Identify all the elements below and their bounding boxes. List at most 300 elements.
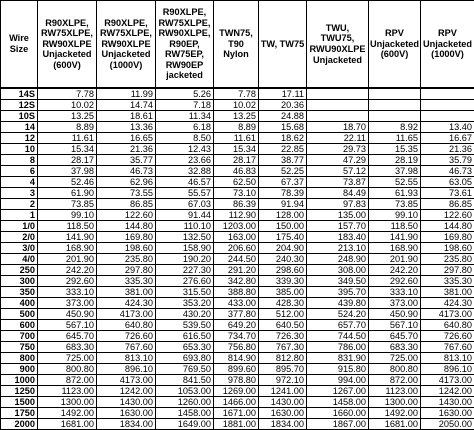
table-row [1, 122, 474, 133]
value-cell: 240.30 [259, 254, 307, 265]
value-cell: 1630.00 [97, 408, 156, 419]
value-cell [307, 100, 369, 111]
value-cell: 190.20 [156, 254, 214, 265]
value-cell: 693.80 [156, 353, 214, 364]
value-cell: 91.44 [156, 210, 214, 221]
table-row [1, 353, 474, 364]
value-cell: 110.10 [156, 221, 214, 232]
header-tw-tw75: TW, TW75 [259, 1, 307, 89]
value-cell: 1430.00 [421, 397, 474, 408]
table-row [1, 298, 474, 309]
value-cell: 157.70 [307, 221, 369, 232]
wire-size-cell: 250 [1, 265, 38, 276]
table-row [1, 408, 474, 419]
value-cell: 373.00 [369, 298, 421, 309]
value-cell: 653.30 [156, 342, 214, 353]
value-cell: 744.50 [307, 331, 369, 342]
table-row [1, 364, 474, 375]
table-row [1, 155, 474, 166]
value-cell: 28.17 [38, 155, 97, 166]
value-cell: 640.80 [421, 320, 474, 331]
value-cell: 373.00 [38, 298, 97, 309]
value-cell [421, 100, 474, 111]
value-cell: 91.94 [259, 199, 307, 210]
value-cell: 831.90 [307, 353, 369, 364]
table-row [1, 221, 474, 232]
value-cell: 335.30 [97, 276, 156, 287]
value-cell: 333.10 [369, 287, 421, 298]
value-cell: 29.73 [307, 144, 369, 155]
value-cell: 118.50 [38, 221, 97, 232]
header-rpv-1000v: RPV Unjacketed (1000V) [421, 1, 474, 89]
value-cell: 46.83 [214, 166, 259, 177]
value-cell: 439.80 [307, 298, 369, 309]
value-cell: 298.60 [259, 265, 307, 276]
value-cell: 342.80 [214, 276, 259, 287]
value-cell: 567.10 [369, 320, 421, 331]
value-cell: 168.90 [369, 243, 421, 254]
value-cell: 276.60 [156, 276, 214, 287]
table-row [1, 88, 474, 100]
value-cell: 872.00 [369, 375, 421, 386]
value-cell: 872.00 [38, 375, 97, 386]
value-cell: 73.61 [421, 188, 474, 199]
table-row [1, 188, 474, 199]
value-cell: 46.57 [156, 177, 214, 188]
value-cell: 333.10 [38, 287, 97, 298]
value-cell: 450.90 [38, 309, 97, 320]
value-cell: 12.43 [156, 144, 214, 155]
value-cell: 97.83 [307, 199, 369, 210]
value-cell: 206.60 [214, 243, 259, 254]
value-cell: 163.00 [214, 232, 259, 243]
value-cell: 13.25 [38, 111, 97, 122]
value-cell: 812.80 [259, 353, 307, 364]
wire-size-cell: 3 [1, 188, 38, 199]
value-cell: 769.50 [156, 364, 214, 375]
value-cell: 73.87 [307, 177, 369, 188]
value-cell: 32.88 [156, 166, 214, 177]
value-cell: 52.55 [369, 177, 421, 188]
wire-size-cell: 14 [1, 122, 38, 133]
value-cell: 73.85 [369, 199, 421, 210]
value-cell: 767.60 [97, 342, 156, 353]
wire-size-cell: 750 [1, 342, 38, 353]
value-cell: 1260.00 [156, 397, 214, 408]
value-cell: 800.80 [38, 364, 97, 375]
value-cell: 813.10 [97, 353, 156, 364]
wire-size-cell: 400 [1, 298, 38, 309]
value-cell: 198.60 [421, 243, 474, 254]
table-row [1, 276, 474, 287]
value-cell: 1300.00 [369, 397, 421, 408]
value-cell: 132.50 [156, 232, 214, 243]
table-row [1, 309, 474, 320]
value-cell: 1267.00 [307, 386, 369, 397]
value-cell: 4173.00 [97, 309, 156, 320]
value-cell [421, 111, 474, 122]
value-cell: 683.30 [38, 342, 97, 353]
value-cell: 52.46 [38, 177, 97, 188]
table-row [1, 100, 474, 111]
value-cell: 15.35 [369, 144, 421, 155]
value-cell: 297.80 [421, 265, 474, 276]
value-cell: 349.50 [307, 276, 369, 287]
value-cell: 52.25 [259, 166, 307, 177]
value-cell: 1630.00 [259, 408, 307, 419]
value-cell: 198.60 [97, 243, 156, 254]
value-cell: 7.78 [38, 88, 97, 100]
header-wire-size: Wire Size [1, 1, 38, 89]
value-cell: 841.50 [156, 375, 214, 386]
value-cell: 2050.00 [421, 419, 474, 430]
wire-size-cell: 600 [1, 320, 38, 331]
value-cell: 28.19 [369, 155, 421, 166]
value-cell: 141.90 [38, 232, 97, 243]
value-cell: 46.73 [421, 166, 474, 177]
value-cell: 11.61 [38, 133, 97, 144]
wire-size-cell: 1 [1, 210, 38, 221]
value-cell: 814.90 [214, 353, 259, 364]
wire-size-cell: 300 [1, 276, 38, 287]
value-cell: 1203.00 [214, 221, 259, 232]
value-cell: 63.05 [421, 177, 474, 188]
wire-size-cell: 6 [1, 166, 38, 177]
wire-size-cell: 8 [1, 155, 38, 166]
value-cell: 6.18 [156, 122, 214, 133]
table-row [1, 342, 474, 353]
value-cell: 7.78 [214, 88, 259, 100]
value-cell: 35.79 [421, 155, 474, 166]
value-cell: 86.39 [214, 199, 259, 210]
value-cell: 35.77 [97, 155, 156, 166]
wire-size-cell: 2/0 [1, 232, 38, 243]
value-cell: 169.80 [421, 232, 474, 243]
value-cell: 1242.00 [421, 386, 474, 397]
value-cell: 896.10 [97, 364, 156, 375]
value-cell: 381.00 [97, 287, 156, 298]
value-cell: 786.00 [307, 342, 369, 353]
value-cell: 15.68 [259, 122, 307, 133]
value-cell: 1300.00 [38, 397, 97, 408]
value-cell: 972.10 [259, 375, 307, 386]
table-body [1, 88, 474, 430]
value-cell: 388.80 [214, 287, 259, 298]
value-cell: 8.50 [156, 133, 214, 144]
table-row [1, 397, 474, 408]
table-row [1, 254, 474, 265]
value-cell: 297.80 [97, 265, 156, 276]
value-cell: 16.67 [421, 133, 474, 144]
value-cell: 524.20 [307, 309, 369, 320]
value-cell: 46.73 [97, 166, 156, 177]
value-cell: 21.36 [421, 144, 474, 155]
value-cell: 335.30 [421, 276, 474, 287]
value-cell: 11.61 [214, 133, 259, 144]
value-cell: 22.85 [259, 144, 307, 155]
value-cell: 1834.00 [259, 419, 307, 430]
header-twn75-t90-nylon: TWN75, T90 Nylon [214, 1, 259, 89]
wire-size-cell: 1750 [1, 408, 38, 419]
value-cell: 13.25 [214, 111, 259, 122]
value-cell: 725.00 [38, 353, 97, 364]
value-cell: 7.18 [156, 100, 214, 111]
value-cell: 128.00 [259, 210, 307, 221]
value-cell: 726.60 [421, 331, 474, 342]
value-cell: 122.60 [97, 210, 156, 221]
value-cell: 726.30 [259, 331, 307, 342]
table-row [1, 232, 474, 243]
value-cell: 11.65 [369, 133, 421, 144]
value-cell: 767.60 [421, 342, 474, 353]
table-row [1, 144, 474, 155]
header-xlpe-ep-jacketed: R90XLPE, RW75XLPE, RW90XLPE, R90EP, RW75EP, RW90EP jacketed [156, 1, 214, 89]
value-cell: 1681.00 [369, 419, 421, 430]
value-cell: 244.50 [214, 254, 259, 265]
value-cell: 73.85 [38, 199, 97, 210]
wire-size-cell: 2000 [1, 419, 38, 430]
value-cell: 512.00 [259, 309, 307, 320]
value-cell: 175.40 [259, 232, 307, 243]
value-cell: 657.70 [307, 320, 369, 331]
value-cell: 62.50 [214, 177, 259, 188]
value-cell: 5.26 [156, 88, 214, 100]
value-cell: 1430.00 [97, 397, 156, 408]
value-cell: 13.40 [421, 122, 474, 133]
table-row [1, 375, 474, 386]
value-cell [421, 88, 474, 100]
table-row [1, 386, 474, 397]
value-cell: 11.34 [156, 111, 214, 122]
value-cell: 14.74 [97, 100, 156, 111]
value-cell: 1867.00 [307, 419, 369, 430]
wire-size-cell: 1500 [1, 397, 38, 408]
value-cell: 73.10 [214, 188, 259, 199]
value-cell: 994.00 [307, 375, 369, 386]
value-cell: 21.36 [97, 144, 156, 155]
value-cell [369, 111, 421, 122]
wire-size-cell: 4/0 [1, 254, 38, 265]
value-cell: 1630.00 [421, 408, 474, 419]
value-cell [369, 100, 421, 111]
value-cell: 204.90 [259, 243, 307, 254]
value-cell: 61.90 [38, 188, 97, 199]
value-cell: 430.20 [156, 309, 214, 320]
table-row [1, 287, 474, 298]
value-cell: 292.60 [38, 276, 97, 287]
value-cell: 1671.00 [214, 408, 259, 419]
wire-size-cell: 14S [1, 88, 38, 100]
value-cell: 62.96 [97, 177, 156, 188]
value-cell: 4173.00 [421, 375, 474, 386]
value-cell: 99.10 [38, 210, 97, 221]
value-cell: 450.90 [369, 309, 421, 320]
value-cell: 1681.00 [38, 419, 97, 430]
value-cell: 4173.00 [421, 309, 474, 320]
value-cell: 1492.00 [369, 408, 421, 419]
value-cell: 424.30 [97, 298, 156, 309]
value-cell [307, 88, 369, 100]
value-cell: 385.00 [259, 287, 307, 298]
value-cell: 640.80 [97, 320, 156, 331]
value-cell: 1881.00 [214, 419, 259, 430]
table-row [1, 199, 474, 210]
value-cell: 4173.00 [97, 375, 156, 386]
value-cell: 67.37 [259, 177, 307, 188]
header-twu-rwu90xlpe: TWU, TWU75, RWU90XLPE Unjacketed [307, 1, 369, 89]
value-cell: 895.70 [259, 364, 307, 375]
value-cell: 353.20 [156, 298, 214, 309]
value-cell: 433.00 [214, 298, 259, 309]
value-cell: 291.20 [214, 265, 259, 276]
value-cell: 15.34 [214, 144, 259, 155]
value-cell: 84.49 [307, 188, 369, 199]
value-cell: 141.90 [369, 232, 421, 243]
value-cell: 756.80 [214, 342, 259, 353]
table-row [1, 243, 474, 254]
value-cell: 37.98 [369, 166, 421, 177]
header-xlpe-unjacketed-1000v: R90XLPE, RW75XLPE, RW90XLPE Unjacketed (1000V) [97, 1, 156, 89]
value-cell: 86.85 [421, 199, 474, 210]
value-cell: 1430.00 [259, 397, 307, 408]
value-cell: 16.65 [97, 133, 156, 144]
value-cell: 339.30 [259, 276, 307, 287]
wire-size-cell: 350 [1, 287, 38, 298]
value-cell: 11.99 [97, 88, 156, 100]
value-cell: 645.70 [38, 331, 97, 342]
value-cell: 8.92 [369, 122, 421, 133]
value-cell: 767.30 [259, 342, 307, 353]
value-cell: 915.80 [307, 364, 369, 375]
value-cell: 649.20 [214, 320, 259, 331]
value-cell: 37.98 [38, 166, 97, 177]
value-cell: 539.50 [156, 320, 214, 331]
value-cell: 8.89 [214, 122, 259, 133]
value-cell: 235.80 [97, 254, 156, 265]
value-cell: 1241.00 [259, 386, 307, 397]
value-cell: 28.17 [214, 155, 259, 166]
value-cell: 683.30 [369, 342, 421, 353]
value-cell: 213.10 [307, 243, 369, 254]
value-cell: 377.80 [214, 309, 259, 320]
table-row [1, 320, 474, 331]
value-cell: 813.10 [421, 353, 474, 364]
value-cell: 201.90 [38, 254, 97, 265]
value-cell: 308.00 [307, 265, 369, 276]
value-cell: 10.02 [214, 100, 259, 111]
value-cell: 158.90 [156, 243, 214, 254]
value-cell: 1649.00 [156, 419, 214, 430]
value-cell: 38.77 [259, 155, 307, 166]
value-cell: 17.11 [259, 88, 307, 100]
table-row [1, 133, 474, 144]
value-cell: 725.00 [369, 353, 421, 364]
table-row [1, 331, 474, 342]
value-cell: 55.57 [156, 188, 214, 199]
value-cell: 18.61 [97, 111, 156, 122]
wire-size-cell: 4 [1, 177, 38, 188]
table-row [1, 265, 474, 276]
value-cell: 168.90 [38, 243, 97, 254]
value-cell: 18.62 [259, 133, 307, 144]
value-cell: 23.66 [156, 155, 214, 166]
value-cell: 1660.00 [307, 408, 369, 419]
value-cell: 15.34 [38, 144, 97, 155]
value-cell: 73.55 [97, 188, 156, 199]
value-cell: 10.02 [38, 100, 97, 111]
value-cell: 24.88 [259, 111, 307, 122]
value-cell: 800.80 [369, 364, 421, 375]
value-cell: 201.90 [369, 254, 421, 265]
value-cell [369, 88, 421, 100]
wire-size-cell: 12 [1, 133, 38, 144]
value-cell: 395.70 [307, 287, 369, 298]
wire-size-cell: 2 [1, 199, 38, 210]
value-cell: 86.85 [97, 199, 156, 210]
value-cell: 734.70 [214, 331, 259, 342]
value-cell: 640.50 [259, 320, 307, 331]
wire-size-cell: 1/0 [1, 221, 38, 232]
value-cell: 47.29 [307, 155, 369, 166]
value-cell: 978.80 [214, 375, 259, 386]
wire-size-cell: 500 [1, 309, 38, 320]
value-cell: 1492.00 [38, 408, 97, 419]
value-cell: 144.80 [421, 221, 474, 232]
value-cell: 235.80 [421, 254, 474, 265]
value-cell: 726.60 [97, 331, 156, 342]
wire-size-cell: 1000 [1, 375, 38, 386]
value-cell: 1466.00 [214, 397, 259, 408]
value-cell: 242.20 [38, 265, 97, 276]
value-cell: 1053.00 [156, 386, 214, 397]
value-cell: 1242.00 [97, 386, 156, 397]
value-cell: 57.12 [307, 166, 369, 177]
value-cell: 381.00 [421, 287, 474, 298]
value-cell: 135.00 [307, 210, 369, 221]
value-cell: 118.50 [369, 221, 421, 232]
header-rpv-600v: RPV Unjacketed (600V) [369, 1, 421, 89]
value-cell: 112.90 [214, 210, 259, 221]
value-cell: 315.50 [156, 287, 214, 298]
wire-size-cell: 900 [1, 364, 38, 375]
value-cell: 424.30 [421, 298, 474, 309]
table-row [1, 419, 474, 430]
value-cell: 567.10 [38, 320, 97, 331]
value-cell: 227.30 [156, 265, 214, 276]
value-cell: 896.10 [421, 364, 474, 375]
wire-size-cell: 10S [1, 111, 38, 122]
wire-size-cell: 1250 [1, 386, 38, 397]
value-cell: 1458.00 [307, 397, 369, 408]
wire-size-cell: 700 [1, 331, 38, 342]
value-cell: 1123.00 [38, 386, 97, 397]
value-cell: 22.11 [307, 133, 369, 144]
wire-size-cell: 12S [1, 100, 38, 111]
value-cell: 248.90 [307, 254, 369, 265]
table-row [1, 166, 474, 177]
table-row [1, 210, 474, 221]
wire-size-cell: 800 [1, 353, 38, 364]
value-cell: 20.36 [259, 100, 307, 111]
value-cell: 144.80 [97, 221, 156, 232]
value-cell: 99.10 [369, 210, 421, 221]
value-cell: 1458.00 [156, 408, 214, 419]
value-cell: 899.60 [214, 364, 259, 375]
table-row [1, 111, 474, 122]
value-cell: 18.70 [307, 122, 369, 133]
wire-size-cell: 3/0 [1, 243, 38, 254]
value-cell: 78.39 [259, 188, 307, 199]
